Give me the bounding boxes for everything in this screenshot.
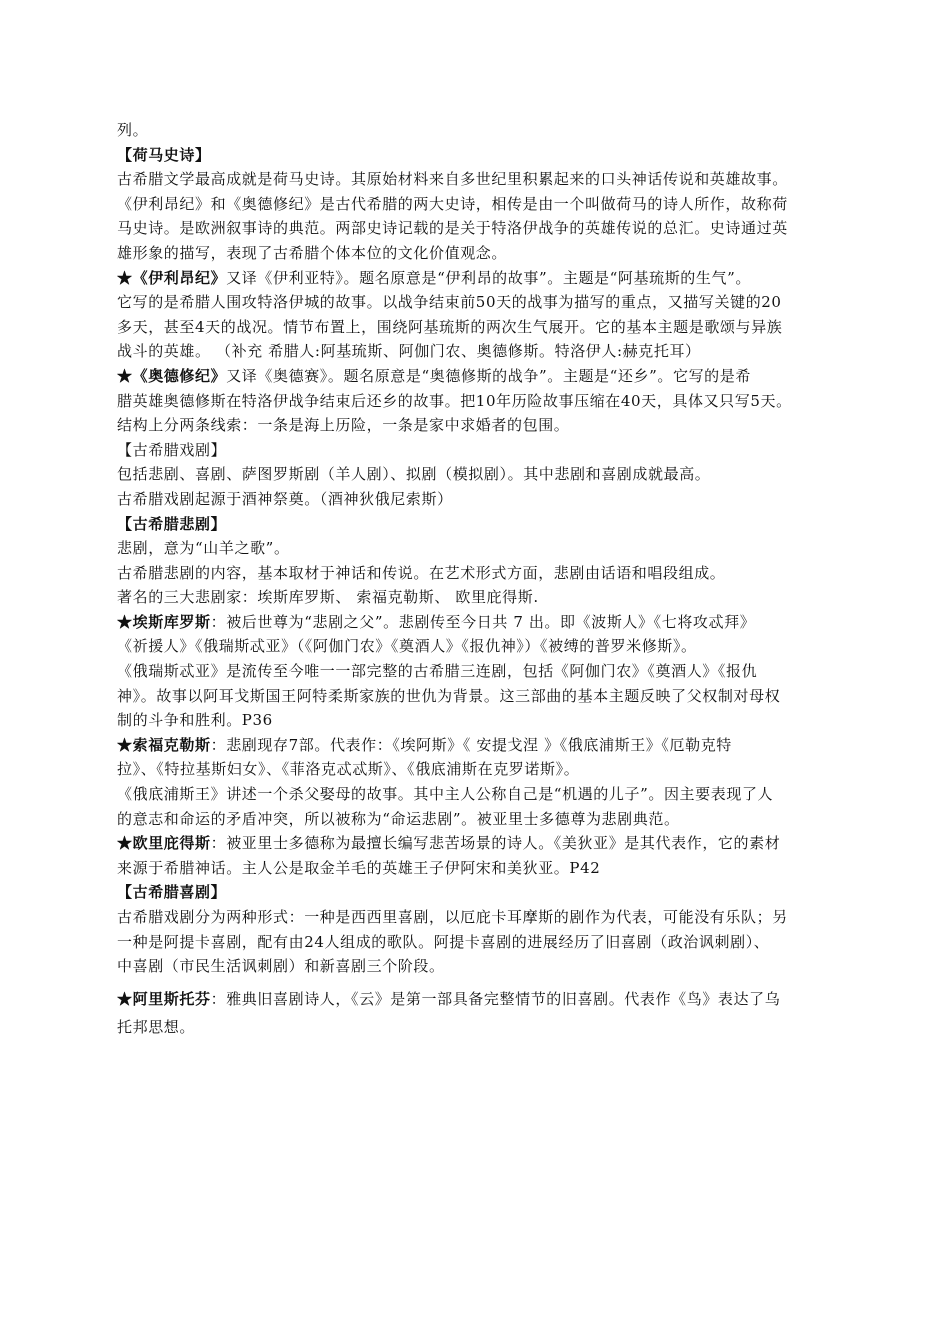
text-line bbox=[117, 610, 847, 635]
text-line: 雄形象的描写，表现了古希腊个体本位的文化价值观念。 bbox=[117, 243, 508, 262]
text-line bbox=[117, 831, 847, 856]
section-heading: 【古希腊悲剧】 bbox=[117, 514, 227, 533]
text-line: 制的斗争和胜利。P36 bbox=[117, 711, 273, 730]
text-line: 的意志和命运的矛盾冲突，所以被称为“命运悲剧”。被亚里士多德尊为悲剧典范。 bbox=[117, 809, 680, 828]
text-line: 古希腊文学最高成就是荷马史诗。其原始材料来自多世纪里积累起来的口头神话传说和英雄故事。 bbox=[117, 170, 788, 189]
text-line bbox=[117, 987, 847, 1012]
text-line: 古希腊戏剧起源于酒神祭奠。（酒神狄俄尼索斯） bbox=[117, 489, 453, 508]
entry-text: 又译《奥德赛》。题名原意是“奥德修斯的战争”。主题是“还乡”。它写的是希 bbox=[226, 366, 751, 385]
entry-title: ★《伊利昂纪》 bbox=[117, 268, 227, 287]
text-line: 多天，甚至4天的战况。情节布置上，围绕阿基琉斯的两次生气展开。它的基本主题是歌颂与异族 bbox=[117, 317, 783, 336]
text-line: 托邦思想。 bbox=[117, 1018, 196, 1037]
text-line: 《伊利昂纪》和《奥德修纪》是古代希腊的两大史诗，相传是由一个叫做荷马的诗人所作，故称荷 bbox=[117, 194, 788, 213]
entry-text: ：被亚里士多德称为最擅长编写悲苦场景的诗人。《美狄亚》是其代表作，它的素材 bbox=[210, 834, 781, 853]
text-line: 马史诗。是欧洲叙事诗的典范。两部史诗记载的是关于特洛伊战争的英雄传说的总汇。史诗通过英 bbox=[117, 219, 788, 238]
text-line: 《俄底浦斯王》讲述一个杀父娶母的故事。其中主人公称自己是“机遇的儿子”。因主要表现了人 bbox=[117, 785, 774, 804]
text-line: 古希腊戏剧分为两种形式：一种是西西里喜剧，以厄庇卡耳摩斯的剧作为代表，可能没有乐队；另 bbox=[117, 908, 788, 926]
document-page bbox=[117, 118, 847, 1040]
text-line: 腊英雄奥德修斯在特洛伊战争结束后还乡的故事。把10年历险故事压缩在40天，具体又只写5天。 bbox=[117, 391, 792, 410]
text-line: 包括悲剧、喜剧、萨图罗斯剧（羊人剧）、拟剧（模拟剧）。其中悲剧和喜剧成就最高。 bbox=[117, 465, 711, 484]
entry-title: ★阿里斯托芬 bbox=[117, 989, 211, 1008]
section-heading: 【古希腊喜剧】 bbox=[117, 883, 227, 902]
text-line: 结构上分两条线索：一条是海上历险，一条是家中求婚者的包围。 bbox=[117, 416, 570, 435]
text-line: 《俄瑞斯忒亚》是流传至今唯一一部完整的古希腊三连剧，包括《阿伽门农》《奠酒人》《报仇 bbox=[117, 662, 758, 681]
text-line: 它写的是希腊人围攻特洛伊城的故事。以战争结束前50天的战事为描写的重点，又描写关键的20 bbox=[117, 293, 782, 312]
entry-title: ★埃斯库罗斯 bbox=[117, 612, 211, 631]
entry-title: ★《奥德修纪》 bbox=[117, 366, 227, 385]
section-heading: 【荷马史诗】 bbox=[117, 145, 211, 164]
text-line: 神》。故事以阿耳戈斯国王阿特柔斯家族的世仇为背景。这三部曲的基本主题反映了父权制对母权 bbox=[117, 686, 781, 705]
text-line: 古希腊悲剧的内容，基本取材于神话和传说。在艺术形式方面，悲剧由话语和唱段组成。 bbox=[117, 563, 726, 582]
text-line: 列。 bbox=[117, 121, 149, 139]
text-line: 一种是阿提卡喜剧，配有由24人组成的歌队。阿提卡喜剧的进展经历了旧喜剧（政治讽刺剧）、 bbox=[117, 932, 770, 951]
text-line: 著名的三大悲剧家：埃斯库罗斯、 索福克勒斯、 欧里庇得斯. bbox=[117, 588, 539, 607]
text-line bbox=[117, 266, 847, 291]
text-line: 悲剧，意为“山羊之歌”。 bbox=[117, 539, 290, 558]
text-line: 拉》、《特拉基斯妇女》、《菲洛克忒忒斯》、《俄底浦斯在克罗诺斯》。 bbox=[117, 760, 580, 779]
text-line: 战斗的英雄。 （补充 希腊人:阿基琉斯、阿伽门农、奥德修斯。特洛伊人:赫克托耳） bbox=[117, 342, 701, 361]
entry-text: ：被后世尊为“悲剧之父”。悲剧传至今日共 7 出。即《波斯人》《七将攻忒拜》 bbox=[210, 612, 756, 631]
entry-text: 又译《伊利亚特》。题名原意是“伊利昂的故事”。主题是“阿基琉斯的生气”。 bbox=[226, 268, 751, 287]
text-line: 中喜剧（市民生活讽刺剧）和新喜剧三个阶段。 bbox=[117, 957, 445, 976]
text-line: 来源于希腊神话。主人公是取金羊毛的英雄王子伊阿宋和美狄亚。P42 bbox=[117, 858, 601, 877]
entry-text: ：悲剧现存7部。代表作：《埃阿斯》《 安提戈涅 》《俄底浦斯王》《厄勒克特 bbox=[210, 735, 732, 754]
text-line bbox=[117, 733, 847, 758]
entry-text: ：雅典旧喜剧诗人，《云》是第一部具备完整情节的旧喜剧。代表作《鸟》表达了乌 bbox=[210, 989, 781, 1008]
text-line: 《祈援人》《俄瑞斯忒亚》（《阿伽门农》《奠酒人》《报仇神》）《被缚的普罗米修斯》。 bbox=[117, 637, 697, 656]
section-heading: 【古希腊戏剧】 bbox=[117, 440, 227, 459]
text-line bbox=[117, 364, 847, 389]
entry-title: ★索福克勒斯 bbox=[117, 735, 211, 754]
entry-title: ★欧里庇得斯 bbox=[117, 834, 211, 853]
